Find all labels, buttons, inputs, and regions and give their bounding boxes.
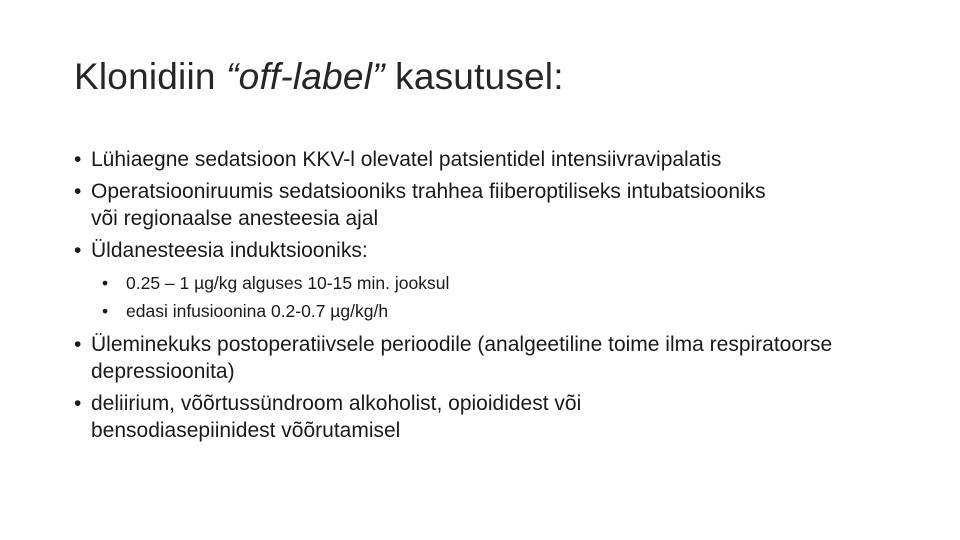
sub-bullet-marker: •: [102, 273, 109, 293]
bullet-item: [74, 331, 881, 385]
bullet-item: [74, 390, 741, 444]
bullet-text: Lühiaegne sedatsioon KKV-l olevatel patsientidel intensiivravipalatis: [91, 148, 722, 171]
bullet-text: Üleminekuks postoperatiivsele perioodile (analgeetiline toime ilma respiratoorse depressioonita): [91, 333, 833, 383]
sub-bullet-text: 0.25 – 1 µg/kg alguses 10-15 min. jooksul: [126, 273, 450, 293]
slide-title: [74, 56, 564, 98]
bullet-item: [74, 178, 791, 232]
bullet-marker: •: [74, 180, 82, 203]
sub-bullet-list: [102, 269, 934, 325]
bullet-marker: •: [74, 392, 82, 415]
title-suffix: kasutusel:: [384, 56, 564, 97]
sub-bullet-text: edasi infusioonina 0.2-0.7 µg/kg/h: [126, 301, 389, 321]
bullet-item: [74, 237, 934, 264]
bullet-list: [74, 146, 934, 449]
sub-bullet-item: [102, 297, 934, 325]
bullet-text: Operatsiooniruumis sedatsiooniks trahhea fiiberoptiliseks intubatsiooniks või regionaalse anesteesia ajal: [91, 180, 766, 230]
title-emphasis: “off-label”: [226, 56, 385, 97]
bullet-marker: •: [74, 333, 82, 356]
bullet-text: deliirium, võõrtussündroom alkoholist, opioididest või bensodiasepiinidest võõrutamisel: [91, 392, 582, 442]
title-prefix: Klonidiin: [74, 56, 227, 97]
bullet-item: [74, 146, 934, 173]
sub-bullet-item: [102, 269, 934, 297]
bullet-marker: •: [74, 239, 82, 262]
bullet-text: Üldanesteesia induktsiooniks:: [91, 239, 368, 262]
sub-bullet-marker: •: [102, 301, 109, 321]
bullet-marker: •: [74, 148, 82, 171]
